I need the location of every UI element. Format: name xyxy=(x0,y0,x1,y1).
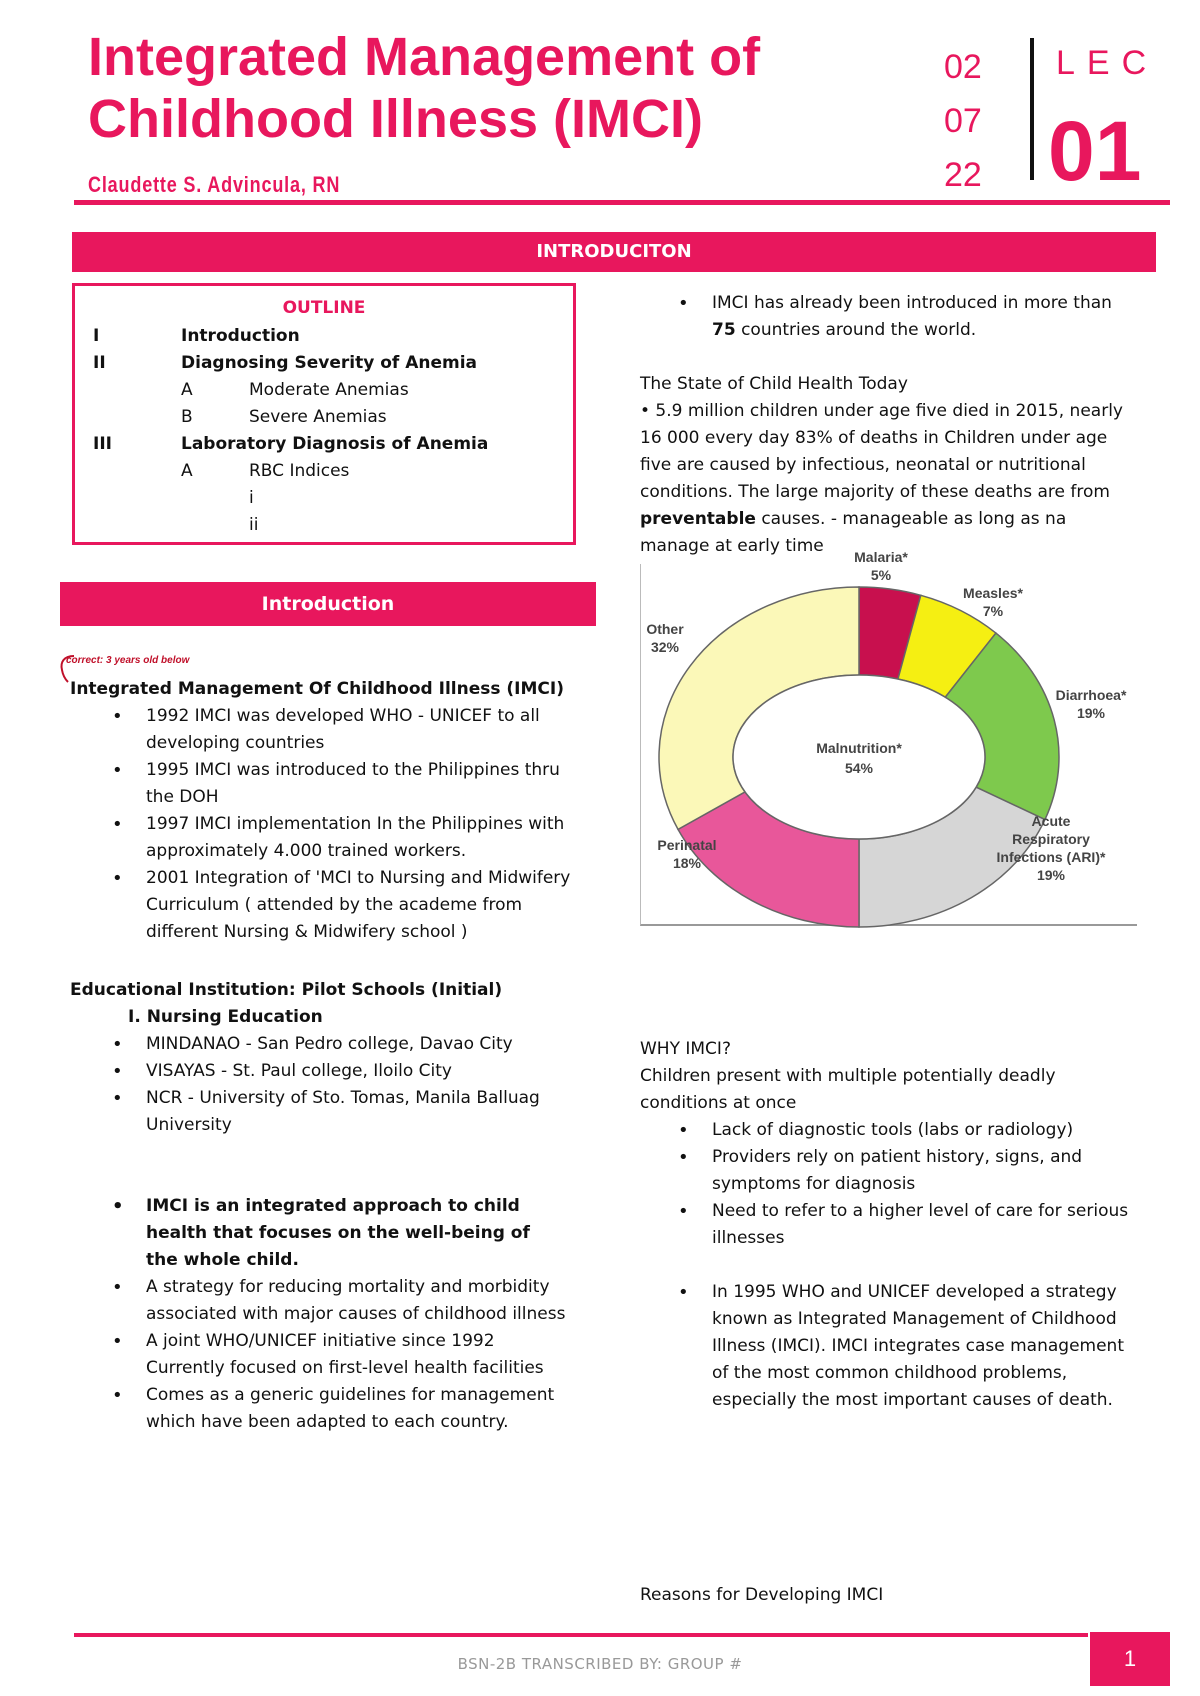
why-text: Children present with multiple potentially deadly conditions at once xyxy=(640,1066,1056,1113)
outline-row xyxy=(93,434,553,460)
header-rule xyxy=(74,200,1170,205)
page-number: 1 xyxy=(1090,1632,1170,1686)
donut-hole xyxy=(733,675,985,839)
handwritten-annotation: correct: 3 years old below xyxy=(66,655,190,666)
imci-heading: Integrated Management Of Childhood Illness (IMCI) xyxy=(70,679,564,699)
why-heading: WHY IMCI? xyxy=(640,1039,731,1059)
slice-value: 5% xyxy=(870,567,892,583)
nursing-heading: I. Nursing Education xyxy=(128,1007,323,1027)
slice-label: Respiratory xyxy=(1012,831,1090,847)
right-column-bottom xyxy=(640,1036,1140,1414)
list-item: • In 1995 WHO and UNICEF developed a strategy known as Integrated Management of Childhood Illness (IMCI). IMCI integrates case management of the most common childhood problems, especially the most important causes of death. xyxy=(712,1279,1136,1414)
outline-row xyxy=(93,380,553,406)
outline-text: Diagnosing Severity of Anemia xyxy=(181,353,478,373)
list-item: • VISAYAS - St. Paul college, Iloilo City xyxy=(146,1058,586,1085)
outline-text: Introduction xyxy=(181,326,300,346)
date-day: 07 xyxy=(944,102,982,140)
outline-text: i xyxy=(249,488,254,508)
outline-number: I xyxy=(93,326,100,346)
outline-row xyxy=(93,326,553,352)
list-item: • IMCI has already been introduced in more than 75 countries around the world. xyxy=(712,290,1136,344)
list-item: • 1992 IMCI was developed WHO - UNICEF to all developing countries xyxy=(146,703,586,757)
right-column-top xyxy=(640,290,1140,560)
document-title xyxy=(88,26,848,150)
slice-label: Diarrhoea* xyxy=(1055,687,1127,703)
slice-value: 19% xyxy=(1036,867,1066,883)
slice-value: 19% xyxy=(1076,705,1106,721)
slice-value: 32% xyxy=(650,639,680,655)
outline-box xyxy=(72,283,576,545)
causes-of-death-chart xyxy=(640,549,1137,926)
reasons-heading: Reasons for Developing IMCI xyxy=(640,1585,884,1605)
outline-number: II xyxy=(93,353,106,373)
outline-number: A xyxy=(181,380,193,400)
outline-row xyxy=(93,515,553,541)
list-item: • 2001 Integration of 'MCI to Nursing and Midwifery Curriculum ( attended by the academe from different Nursing & Midwifery school ) xyxy=(146,865,586,946)
state-heading: The State of Child Health Today xyxy=(640,374,908,394)
history-list xyxy=(146,703,586,946)
list-item: • Need to refer to a higher level of care for serious illnesses xyxy=(712,1198,1136,1252)
center-value: 54% xyxy=(844,760,874,776)
list-item: • IMCI is an integrated approach to child health that focuses on the well-being of the whole child. xyxy=(146,1193,566,1274)
outline-row xyxy=(93,461,553,487)
slice-label: Perinatal xyxy=(657,837,717,853)
lec-label: LEC xyxy=(1056,44,1159,82)
date-year: 22 xyxy=(944,156,982,194)
outline-row xyxy=(93,353,553,379)
footer-text: BSN-2B TRANSCRIBED BY: GROUP # xyxy=(457,1655,743,1673)
who-list xyxy=(712,1279,1136,1414)
slice-label: Measles* xyxy=(963,585,1023,601)
slice-label: Infections (ARI)* xyxy=(996,849,1106,865)
slice-value: 7% xyxy=(982,603,1004,619)
slice-label: Other xyxy=(646,621,684,637)
list-item: • Comes as a generic guidelines for management which have been adapted to each country. xyxy=(146,1382,566,1436)
state-paragraph: • 5.9 million children under age five died in 2015, nearly 16 000 every day 83% of deaths in Children under age five are caused by infectious, neonatal or nutritional conditions. The large majority of these deaths are from preventable causes. - manageable as long as na manage at early time xyxy=(640,401,1123,556)
center-label: Malnutrition* xyxy=(816,740,902,756)
intro-list xyxy=(712,290,1136,344)
donut-chart xyxy=(641,549,1137,924)
outline-text: RBC Indices xyxy=(249,461,350,481)
outline-text: Severe Anemias xyxy=(249,407,387,427)
edu-heading: Educational Institution: Pilot Schools (Initial) xyxy=(70,980,503,1000)
slice-value: 18% xyxy=(672,855,702,871)
introduction-bar: Introduction xyxy=(60,582,596,626)
outline-title: OUTLINE xyxy=(282,298,366,318)
outline-row xyxy=(93,407,553,433)
approach-list xyxy=(146,1193,566,1436)
list-item: • NCR - University of Sto. Tomas, Manila Balluag University xyxy=(146,1085,586,1139)
title-line-1: Integrated Management of xyxy=(88,27,761,87)
list-item: • Lack of diagnostic tools (labs or radiology) xyxy=(712,1117,1136,1144)
list-item: • Providers rely on patient history, signs, and symptoms for diagnosis xyxy=(712,1144,1136,1198)
list-item: • 1997 IMCI implementation In the Philippines with approximately 4.000 trained workers. xyxy=(146,811,586,865)
list-item: • 1995 IMCI was introduced to the Philippines thru the DOH xyxy=(146,757,586,811)
outline-row xyxy=(93,488,553,514)
section-bar: INTRODUCITON xyxy=(72,232,1156,272)
list-item: • A strategy for reducing mortality and morbidity associated with major causes of childhood illness xyxy=(146,1274,566,1328)
outline-text: Laboratory Diagnosis of Anemia xyxy=(181,434,489,454)
slice-label: Malaria* xyxy=(854,549,908,565)
outline-text: ii xyxy=(249,515,259,535)
why-list xyxy=(712,1117,1136,1252)
title-line-2: Childhood Illness (IMCI) xyxy=(88,89,703,149)
left-column xyxy=(70,676,590,1436)
schools-list xyxy=(146,1031,586,1139)
list-item: • A joint WHO/UNICEF initiative since 1992 Currently focused on first-level health facilities xyxy=(146,1328,566,1382)
slice-label: Acute xyxy=(1031,813,1071,829)
footer-rule xyxy=(74,1633,1088,1637)
outline-number: B xyxy=(181,407,193,427)
date-month: 02 xyxy=(944,48,982,86)
list-item: • MINDANAO - San Pedro college, Davao City xyxy=(146,1031,586,1058)
outline-number: A xyxy=(181,461,193,481)
header-divider xyxy=(1030,38,1034,180)
outline-number: III xyxy=(93,434,112,454)
author-name: Claudette S. Advincula, RN xyxy=(88,172,341,197)
lec-number: 01 xyxy=(1048,104,1142,198)
outline-text: Moderate Anemias xyxy=(249,380,409,400)
